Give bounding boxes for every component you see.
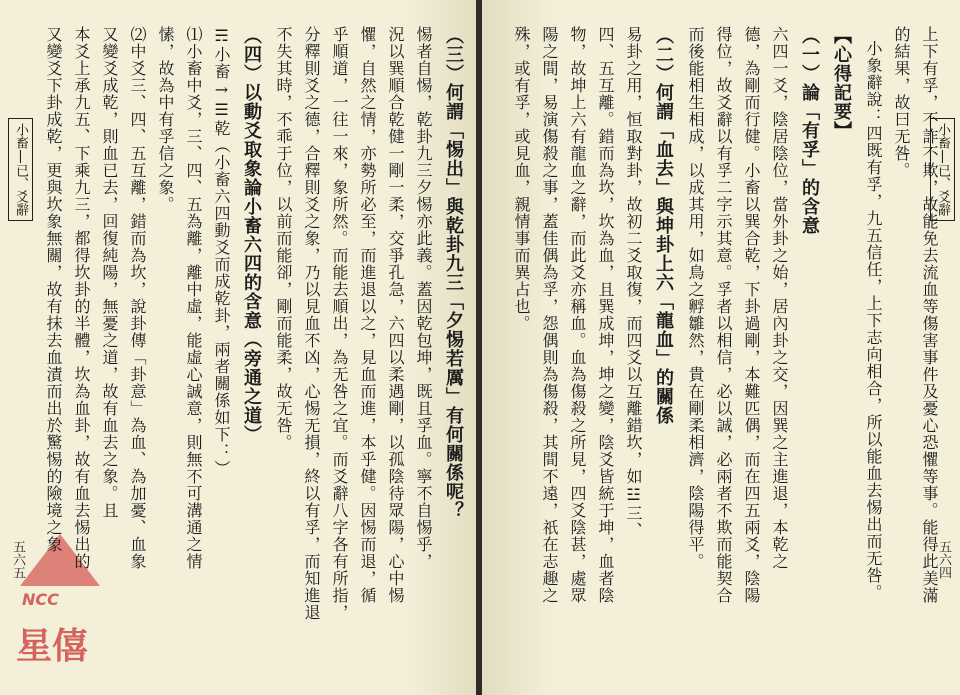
text-column: 又變爻下卦成乾，更與坎象無關，故有抹去血漬而出於驚惕的險境之象: [44, 26, 63, 553]
text-column: 惕者自惕，乾卦九三夕惕亦此義。蓋因乾包坤，既且孚血。寧不自惕乎，: [414, 26, 433, 570]
text-column: 本爻上承九五、下乘九三，都得坎卦的半體，坎為血卦，故有血去惕出的: [72, 26, 91, 570]
text-column: 小象辭說：四既有孚，九五信任，上下志向相合，所以能血去惕出而无咎。: [864, 40, 883, 601]
text-column: 分釋則爻之德，合釋則爻之象，乃以見血不凶，心惕无損，終以有孚，而知進退: [302, 26, 321, 621]
text-column: 得位，故爻辭以有孚二字示其意。孚者以相信，必以誠，必兩者不欺而能契合: [714, 26, 733, 604]
text-column: 殊，或有孚，或見血，親情事而異占也。: [512, 26, 531, 332]
text-column: 六四一爻，陰居陰位，當外卦之始，居內卦之交，因巽之主進退，本乾之: [770, 26, 789, 570]
section-heading: （三）何謂「惕出」與乾卦九三「夕惕若厲」有何關係呢？: [443, 26, 464, 520]
text-column: ⑵中爻三、四、五互離，錯而為坎，說卦傳「卦意」為血、為加憂、血象: [128, 26, 147, 570]
text-column: 四、五互離。錯而為坎，坎為血，且巽成坤，坤之變，陰爻皆統于坤，血者陰: [596, 26, 615, 604]
text-column: 上下有孚，不詐不欺，故能免去流血等傷害事件及憂心恐懼等事。能得此美滿: [920, 26, 939, 604]
text-column: 陽之間，易演傷殺之事，蓋佳偶為孚，怨偶則為傷殺，其間不遠，祇在志趣之: [540, 26, 559, 604]
text-column: 而後能相生相成，以成其用，如鳥之孵雛然，貴在剛柔相濟，陰陽得平。: [686, 26, 705, 570]
hexagram-line: ☴小畜→☰乾（小畜六四動爻而成乾卦，兩者關係如下：）: [212, 26, 231, 477]
text-column: 的結果，故曰无咎。: [892, 26, 911, 179]
text-column: 況以巽順合乾健一剛一柔，交爭孔急，六四以柔遇剛，以孤陰待眾陽，心中惕: [386, 26, 405, 604]
text-column: 物，故坤上六有龍血之辭，而此爻亦稱血。血為傷殺之所見，四爻陰甚，處眾: [568, 26, 587, 604]
right-page: [482, 0, 960, 695]
header-tab: 小畜|已、爻辭: [930, 118, 955, 221]
text-column: 又變爻成乾，則血已去，回復純陽，無憂之道，故有血去之象。且: [100, 26, 119, 519]
header-tab: 小畜|已、爻辭: [8, 118, 33, 221]
section-heading: （一）論「有孚」的含意: [799, 26, 820, 235]
text-column: 懼，自然之情，亦勢所必至，而進退以之，見血而進，本乎健。因惕而退，循: [358, 26, 377, 604]
stamp-name-text: 星僖: [16, 625, 89, 667]
text-column: ⑴小畜中爻，三、四、五為離，離中虛，能虛心誠意，則無不可溝通之情: [184, 26, 203, 570]
text-column: 不失其時，不乖于位，以前而能卻，剛而能柔，故无咎。: [274, 26, 293, 451]
text-column: 德，為剛而行健。小畜以巽合乾，下卦過剛，本難匹偶，而在四五兩爻，陰陽: [742, 26, 761, 604]
text-column: 乎順道，一往一來，象所然。而能去順出，為无咎之宜。而爻辭八字各有所指，: [330, 26, 349, 621]
left-page: [0, 0, 478, 695]
stamp-ncc-text: NCC: [22, 590, 59, 609]
notes-heading: 【心得記要】: [831, 26, 852, 140]
text-column: 易卦之用，恒取對卦，故初二爻取復，而四爻以互離錯坎，如☳三、: [624, 26, 643, 539]
page-number: 五六四: [936, 540, 951, 579]
section-heading: （四）以動爻取象論小畜六四的含意（旁通之道）: [241, 26, 262, 444]
text-column: 愫，故為中有孚信之象。: [156, 26, 175, 213]
section-heading: （二）何謂「血去」與坤卦上六「龍血」的關係: [653, 26, 674, 425]
page-number: 五六五: [10, 540, 25, 579]
